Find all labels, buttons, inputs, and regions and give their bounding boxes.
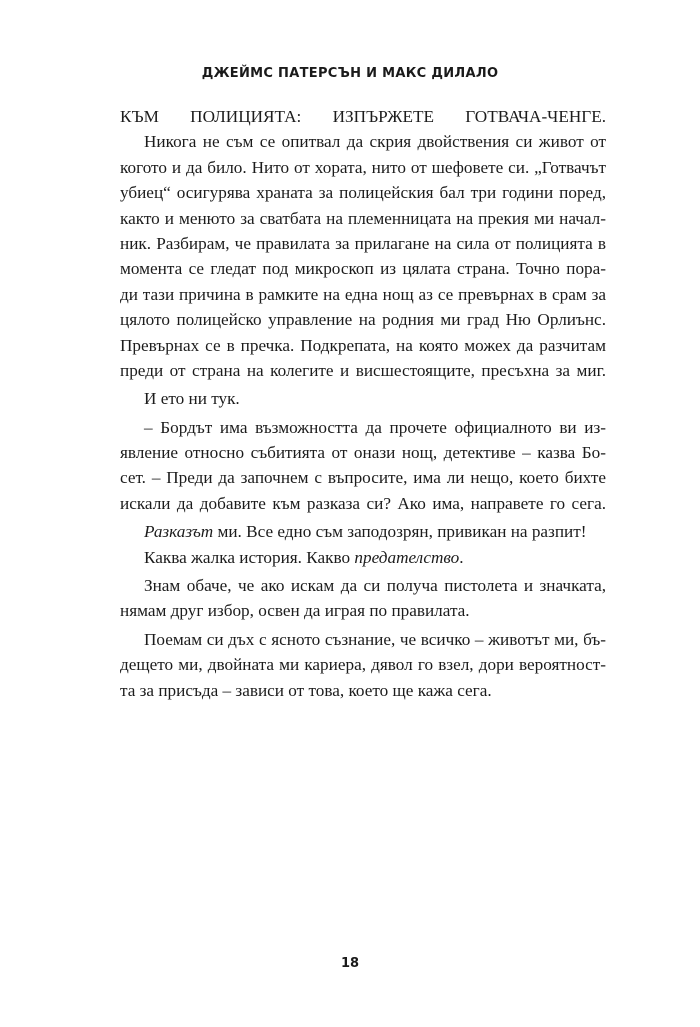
body-text bbox=[120, 104, 606, 703]
text-line: както и менюто за сватбата на племенницата на прекия ми начал- bbox=[120, 208, 606, 228]
text-line: ник. Разбирам, че правилата за прилагане на сила от полицията в bbox=[120, 233, 606, 253]
paragraph-1 bbox=[120, 129, 606, 383]
text-line: убиец“ осигурява храната за полицейския бал три години поред, bbox=[120, 183, 606, 203]
text-line: Никога не съм се опитвал да скрия двойствения си живот от bbox=[144, 132, 606, 152]
text-line: – Бордът има възможността да прочете официалното ви из- bbox=[144, 417, 606, 437]
text-line: когото и да било. Нито от хората, нито от шефовете си. „Готвачът bbox=[120, 157, 606, 177]
text-line: преди от страна на колегите и висшестоящите, пресъхна за миг. bbox=[120, 360, 606, 380]
paragraph-6 bbox=[120, 573, 606, 624]
text-line: сет. – Преди да започнем с въпросите, има ли нещо, което бихте bbox=[120, 468, 606, 488]
text-line: Поемам си дъх с ясното съзнание, че всичко – животът ми, бъ- bbox=[144, 629, 606, 649]
text-run: . bbox=[459, 547, 464, 567]
text-run: ми. Все едно съм заподозрян, привикан на разпит! bbox=[213, 522, 587, 542]
text-line: дещето ми, двойната ми кариера, дявол го взел, дори вероятност- bbox=[120, 655, 606, 675]
page-number: 18 bbox=[340, 956, 360, 971]
text-line: Превърнах се в пречка. Подкрепата, на която можех да разчитам bbox=[120, 335, 606, 355]
headline: КЪМ ПОЛИЦИЯТА: ИЗПЪРЖЕТЕ ГОТВАЧА-ЧЕНГЕ. bbox=[120, 107, 606, 126]
paragraph-2: И ето ни тук. bbox=[144, 389, 240, 409]
text-line: ди тази причина в рамките на една нощ аз се превърнах в срам за bbox=[120, 284, 606, 304]
text-run: Каква жалка история. Какво bbox=[144, 547, 355, 567]
text-line: нямам друг избор, освен да играя по правилата. bbox=[120, 601, 470, 621]
text-line: явление относно събитията от онази нощ, детективе – казва Бо- bbox=[120, 443, 606, 463]
italic-word: предателство bbox=[354, 547, 460, 567]
text-line: цялото полицейско управление на родния ми град Ню Орлиънс. bbox=[120, 310, 606, 330]
text-line: та за присъда – зависи от това, което ще кажа сега. bbox=[120, 680, 492, 700]
running-head: ДЖЕЙМС ПАТЕРСЪН И МАКС ДИЛАЛО bbox=[201, 66, 499, 81]
italic-word: Разказът bbox=[144, 522, 214, 542]
paragraph-5 bbox=[120, 545, 606, 570]
paragraph-7 bbox=[120, 627, 606, 703]
paragraph-4 bbox=[120, 519, 606, 544]
paragraph-3 bbox=[120, 415, 606, 517]
text-line: момента се гледат под микроскоп из цялата страна. Точно пора- bbox=[120, 259, 606, 279]
text-line: Знам обаче, че ако искам да си получа пистолета и значката, bbox=[144, 576, 606, 596]
text-line: искали да добавите към разказа си? Ако има, направете го сега. bbox=[120, 493, 606, 513]
